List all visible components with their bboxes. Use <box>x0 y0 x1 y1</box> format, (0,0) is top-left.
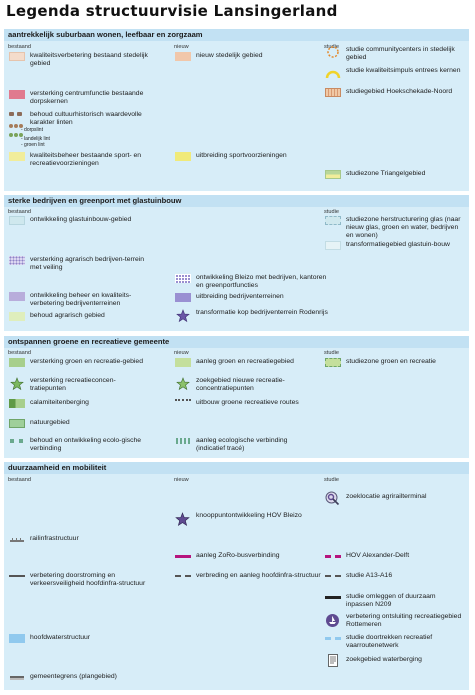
legend-label: uitbouw groene recreatieve routes <box>196 399 299 406</box>
grid-purple-swatch-icon <box>174 274 191 283</box>
section-wonen <box>4 29 469 191</box>
legend-label: aanleg ZoRo-busverbinding <box>196 552 280 559</box>
section-header: aantrekkelijk suburbaan wonen, leefbaar en zorgzaam <box>4 29 469 41</box>
green-blocks-swatch-icon <box>8 399 25 408</box>
hov-dashed-icon <box>324 552 341 560</box>
legend-item <box>324 358 436 367</box>
legend-item <box>324 593 459 609</box>
star-green-icon <box>174 377 191 391</box>
legend-label: verbetering ontsluiting recreatiegebied Rottemeren <box>346 613 462 629</box>
column-label-nieuw: nieuw <box>174 477 189 483</box>
glass-light-swatch-icon <box>324 241 341 250</box>
legend-item <box>8 358 145 367</box>
legend-label: ontwikkeling glastuinbouw-gebied <box>30 216 132 223</box>
legend-label: versterking recreatieconcen-tratiepunten <box>30 377 116 393</box>
legend-label: studie A13-A16 <box>346 572 393 579</box>
document-icon <box>324 654 341 667</box>
legend-label: zoekgebied nieuwe recreatie-concentratiepunten <box>196 377 285 393</box>
legend-item <box>324 613 466 629</box>
green-swatch-icon <box>8 358 25 367</box>
legend-item <box>8 419 70 428</box>
section-groen <box>4 336 469 458</box>
legend-label: uitbreiding sportvoorzieningen <box>196 152 287 159</box>
section-duurzaamheid <box>4 462 469 690</box>
section-header: sterke bedrijven en greenport met glastuinbouw <box>4 195 469 207</box>
boundary-line-icon <box>8 673 25 681</box>
legend-item <box>8 52 153 68</box>
legend-item <box>174 377 311 393</box>
legend-label: versterking centrumfunctie bestaande dorpskernen <box>30 90 144 106</box>
legend-label: versterking agrarisch bedrijven-terrein met veiling <box>30 256 145 272</box>
legend-item <box>8 673 117 681</box>
legend-item <box>174 572 321 580</box>
light-green-swatch-icon <box>8 312 25 321</box>
legend-item <box>324 654 422 667</box>
legend-item <box>174 358 294 367</box>
column-label-studie: studie <box>324 209 339 215</box>
column-label-studie: studie <box>324 350 339 356</box>
legend-item <box>324 491 426 506</box>
column-label-nieuw: nieuw <box>174 44 189 50</box>
dashed-circle-icon <box>324 45 341 59</box>
legend-sublabel: - landelijk lint <box>21 136 50 143</box>
bold-line-icon <box>324 593 341 601</box>
section-header: duurzaamheid en mobiliteit <box>4 462 469 474</box>
legend-label: studie kwaliteitsimpuls entrees kernen <box>346 67 461 74</box>
legend-item <box>324 170 425 179</box>
legend-item <box>324 88 461 97</box>
legend-label: ontwikkeling beheer en kwaliteits-verbetering bedrijventerreinen <box>30 292 132 308</box>
legend-label: nieuw stedelijk gebied <box>196 52 263 59</box>
legend-label: studie doortrekken recreatief vaarroutenetwerk <box>346 634 433 650</box>
purple-swatch-icon <box>174 293 191 302</box>
legend-item <box>174 309 329 323</box>
legend-item <box>8 535 79 543</box>
column-label-bestaand: bestaand <box>8 209 32 215</box>
legend-item <box>324 45 461 62</box>
legend-label: studiegebied Hoekschekade-Noord <box>346 88 453 95</box>
legend-item <box>8 90 153 106</box>
legend-title: Legenda structuurvisie Lansingerland <box>6 2 338 20</box>
star-purple-icon <box>174 309 191 323</box>
legend-item <box>8 437 145 453</box>
legend-item <box>8 292 155 308</box>
legend-label: transformatie kop bedrijventerrein Rodenrijs <box>196 309 328 316</box>
legend-item <box>174 437 311 453</box>
legend-label: HOV Alexander-Delft <box>346 552 410 559</box>
legend-label: uitbreiding bedrijventerreinen <box>196 293 284 300</box>
star-hov-icon <box>174 512 191 527</box>
zoro-line-icon <box>174 552 191 560</box>
legend-label: behoud agrarisch gebied <box>30 312 105 319</box>
legend-label: kwaliteitsverbetering bestaand stedelijk gebied <box>30 52 148 68</box>
legend-item <box>8 111 145 148</box>
legend-label: knooppuntontwikkeling HOV Bleizo <box>196 512 302 519</box>
column-label-bestaand: bestaand <box>8 44 32 50</box>
column-label-bestaand: bestaand <box>8 477 32 483</box>
legend-label: behoud cultuurhistorisch waardevolle karakter linten <box>30 111 142 127</box>
legend-label: natuurgebied <box>30 419 70 426</box>
legend-item <box>8 216 145 225</box>
legend-item <box>174 274 331 290</box>
legend-label: studiezone groen en recreatie <box>346 358 436 365</box>
salmon-swatch-icon <box>174 52 191 61</box>
legend-label: calamiteitenberging <box>30 399 89 406</box>
legend-item <box>324 572 392 580</box>
section-bedrijven <box>4 195 469 331</box>
legend-label: kwaliteitsbeheer bestaande sport- en recreatievoorzieningen <box>30 152 142 168</box>
legend-label: studiezone herstructurering glas (naar nieuw glas, groen en water, bedrijven en wonen) <box>346 216 461 240</box>
legend-item <box>174 52 263 61</box>
legend-item <box>174 399 311 407</box>
legend-label: gemeentegrens (plangebied) <box>30 673 117 680</box>
legend-item <box>8 312 105 321</box>
legend-label: zoeklocatie agrirailterminal <box>346 493 427 500</box>
legend-item <box>174 512 311 527</box>
legend-label: railinfrastructuur <box>30 535 79 542</box>
legend-sublabel: - dorpslint <box>21 127 43 134</box>
legend-item <box>324 552 409 560</box>
glass-dashed-swatch-icon <box>324 216 341 225</box>
legend-label: behoud en ontwikkeling ecolo-gische verbinding <box>30 437 142 453</box>
dotted-purple-swatch-icon <box>8 256 25 265</box>
road-line-icon <box>8 572 25 580</box>
column-label-studie: studie <box>324 477 339 483</box>
natuur-swatch-icon <box>8 419 25 428</box>
green-light-swatch-icon <box>174 358 191 367</box>
water-dashed-icon <box>324 634 341 642</box>
pink-swatch-icon <box>8 90 25 99</box>
water-swatch-icon <box>8 634 25 643</box>
eco-square-icon <box>8 437 25 445</box>
legend-label: studie communitycenters in stedelijk gebied <box>346 46 455 62</box>
boat-icon <box>324 613 341 628</box>
arc-icon <box>324 67 341 79</box>
legend-label: studie omleggen of duurzaam inpassen N209 <box>346 593 436 609</box>
section-header: ontspannen groene en recreatieve gemeente <box>4 336 469 348</box>
legend-label: aanleg ecologische verbinding (indicatief tracé) <box>196 437 288 453</box>
legend-item <box>174 152 287 161</box>
yellow-light-swatch-icon <box>8 152 25 161</box>
column-label-nieuw: nieuw <box>174 350 189 356</box>
legend-item <box>8 572 153 588</box>
legend-label: verbetering doorstroming en verkeersveiligheid hoofdinfra-structuur <box>30 572 146 588</box>
legend-item <box>324 241 459 250</box>
striped-peach-swatch-icon <box>324 88 341 97</box>
yellow-swatch-icon <box>174 152 191 161</box>
rail-icon <box>8 535 25 543</box>
legend-sublabel: - groen lint <box>21 142 45 149</box>
legend-label: aanleg groen en recreatiegebied <box>196 358 294 365</box>
legend-label: ontwikkeling Bleizo met bedrijven, kantoren en greenportfuncties <box>196 274 327 290</box>
legend-label: verbreding en aanleg hoofdinfra-structuur <box>196 572 321 579</box>
legend-label: transformatiegebied glastuin-bouw <box>346 241 450 248</box>
eco-bar-icon <box>174 437 191 445</box>
triangel-swatch-icon <box>324 170 341 179</box>
glass-swatch-icon <box>8 216 25 225</box>
legend-item <box>324 216 466 241</box>
peach-swatch-icon <box>8 52 25 61</box>
legend-item <box>8 399 89 408</box>
legend-label: hoofdwaterstructuur <box>30 634 91 641</box>
road-dashed-icon <box>174 572 191 580</box>
lavender-swatch-icon <box>8 292 25 301</box>
legend-label: studiezone Triangelgebied <box>346 170 426 177</box>
column-label-bestaand: bestaand <box>8 350 32 356</box>
legend-item <box>324 634 466 650</box>
legend-label: zoekgebied waterberging <box>346 656 422 663</box>
star-green-icon <box>8 377 25 391</box>
dotted-line-icon <box>174 399 191 401</box>
legend-label: versterking groen en recreatie-gebied <box>30 358 143 365</box>
legend-item <box>174 293 284 302</box>
a13-dashed-icon <box>324 572 341 580</box>
legend-item <box>8 377 145 393</box>
legend-item <box>8 152 153 168</box>
legend-item <box>324 67 461 79</box>
green-dashed-swatch-icon <box>324 358 341 367</box>
legend-item <box>8 256 153 272</box>
legend-item <box>8 634 90 643</box>
legend-item <box>174 552 280 560</box>
search-icon <box>324 491 341 506</box>
column-label-studie: studie <box>324 44 339 50</box>
